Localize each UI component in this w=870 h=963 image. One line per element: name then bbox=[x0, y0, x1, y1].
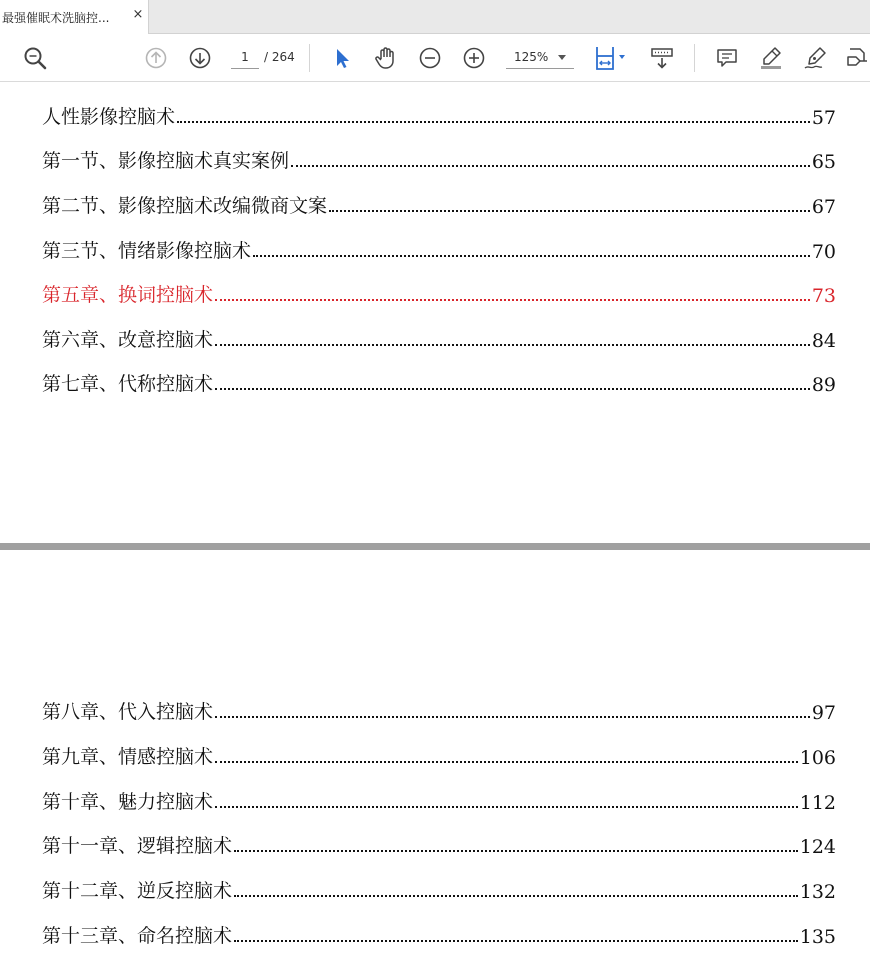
highlight-pen-icon[interactable] bbox=[757, 44, 785, 72]
document-view[interactable] bbox=[0, 82, 870, 963]
toc-entry-page: 112 bbox=[799, 792, 836, 814]
toc-entry-title: 第十三章、命名控脑术 bbox=[42, 925, 233, 947]
toc-entry[interactable] bbox=[42, 237, 836, 263]
toc-entry-title: 第三节、情绪影像控脑术 bbox=[42, 240, 252, 262]
toc-entry[interactable] bbox=[42, 370, 836, 396]
zoom-level-dropdown[interactable] bbox=[506, 46, 574, 69]
chevron-down-icon bbox=[558, 55, 566, 60]
page-number-input[interactable] bbox=[231, 46, 259, 69]
toc-entry-page: 84 bbox=[811, 330, 836, 352]
toc-leader-dots bbox=[177, 121, 810, 123]
toc-entry[interactable] bbox=[42, 922, 836, 948]
document-tab[interactable] bbox=[0, 0, 149, 34]
toc-entry-title: 第八章、代入控脑术 bbox=[42, 701, 214, 723]
toc-entry-page: 135 bbox=[799, 926, 836, 948]
toc-entry-title: 第九章、情感控脑术 bbox=[42, 746, 214, 768]
toc-leader-dots bbox=[215, 761, 798, 763]
toc-leader-dots bbox=[215, 716, 810, 718]
toc-entry-title: 第二节、影像控脑术改编微商文案 bbox=[42, 195, 328, 217]
toc-leader-dots bbox=[215, 388, 810, 390]
toc-leader-dots bbox=[329, 210, 810, 212]
toc-entry[interactable] bbox=[42, 877, 836, 903]
toc-entry[interactable] bbox=[42, 147, 836, 173]
toc-entry[interactable] bbox=[42, 743, 836, 769]
page-total-label: / 264 bbox=[264, 50, 295, 64]
toc-entry-page: 67 bbox=[811, 196, 836, 218]
toc-entry[interactable] bbox=[42, 192, 836, 218]
toc-entry-title: 第七章、代称控脑术 bbox=[42, 373, 214, 395]
toc-entry-page: 70 bbox=[811, 241, 836, 263]
toc-leader-dots bbox=[234, 850, 798, 852]
toc-entry[interactable] bbox=[42, 832, 836, 858]
toc-entry-page: 132 bbox=[799, 881, 836, 903]
comment-icon[interactable] bbox=[713, 44, 741, 72]
toolbar bbox=[0, 34, 870, 82]
toc-leader-dots bbox=[253, 255, 810, 257]
toc-entry-page: 57 bbox=[811, 107, 836, 129]
toc-entry[interactable] bbox=[42, 698, 836, 724]
toc-leader-dots bbox=[234, 940, 798, 942]
document-tab-title: 最强催眠术洗脑控... bbox=[2, 11, 110, 25]
toc-entry-page: 65 bbox=[811, 151, 836, 173]
previous-page-icon[interactable] bbox=[142, 44, 170, 72]
toc-entry-title: 第六章、改意控脑术 bbox=[42, 329, 214, 351]
find-zoom-icon[interactable] bbox=[21, 44, 49, 72]
sign-icon[interactable] bbox=[843, 44, 870, 72]
toc-entry-page: 89 bbox=[811, 374, 836, 396]
toc-entry-page: 73 bbox=[811, 285, 836, 307]
toc-entry-page: 124 bbox=[799, 836, 836, 858]
toc-entry-title: 第一节、影像控脑术真实案例 bbox=[42, 150, 290, 172]
tab-strip bbox=[0, 0, 870, 34]
draw-pen-icon[interactable] bbox=[801, 44, 829, 72]
toc-entry-highlighted[interactable] bbox=[42, 281, 836, 307]
toc-entry-title: 第十章、魅力控脑术 bbox=[42, 791, 214, 813]
toc-leader-dots bbox=[291, 165, 810, 167]
toc-entry[interactable] bbox=[42, 788, 836, 814]
fit-page-icon[interactable] bbox=[592, 44, 630, 72]
zoom-level-value: 125% bbox=[514, 50, 549, 64]
zoom-out-icon[interactable] bbox=[416, 44, 444, 72]
toc-entry[interactable] bbox=[42, 103, 836, 129]
toc-leader-dots bbox=[215, 299, 810, 301]
scrolling-mode-icon[interactable] bbox=[648, 44, 676, 72]
toc-entry-title: 第十二章、逆反控脑术 bbox=[42, 880, 233, 902]
toc-entry[interactable] bbox=[42, 326, 836, 352]
toolbar-divider bbox=[694, 44, 695, 72]
toc-leader-dots bbox=[215, 806, 798, 808]
toolbar-divider bbox=[309, 44, 310, 72]
next-page-icon[interactable] bbox=[186, 44, 214, 72]
page-separator bbox=[0, 543, 870, 550]
hand-tool-icon[interactable] bbox=[372, 44, 400, 72]
select-tool-icon[interactable] bbox=[328, 44, 356, 72]
toc-entry-title: 第十一章、逻辑控脑术 bbox=[42, 835, 233, 857]
zoom-in-icon[interactable] bbox=[460, 44, 488, 72]
close-tab-icon[interactable]: × bbox=[132, 7, 144, 22]
toc-entry-page: 106 bbox=[799, 747, 836, 769]
toc-entry-title: 第五章、换词控脑术 bbox=[42, 284, 214, 306]
toc-entry-page: 97 bbox=[811, 702, 836, 724]
toc-leader-dots bbox=[234, 895, 798, 897]
toc-leader-dots bbox=[215, 344, 810, 346]
toc-entry-title: 人性影像控脑术 bbox=[42, 106, 176, 128]
